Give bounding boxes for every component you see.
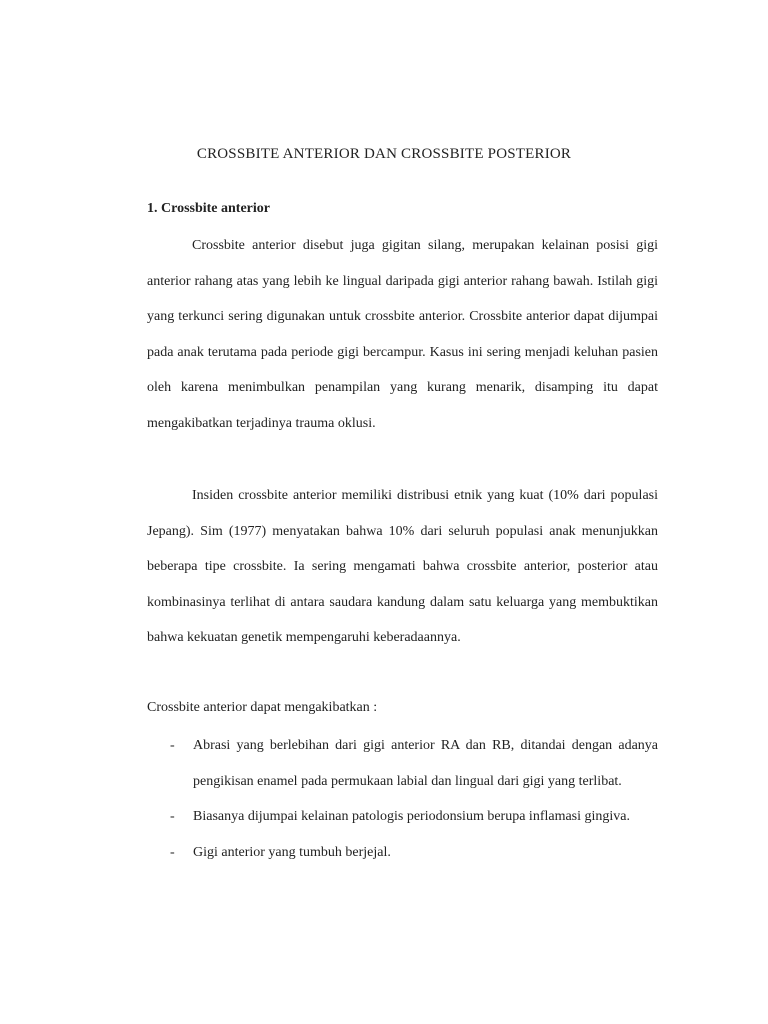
section-heading: 1. Crossbite anterior	[147, 201, 270, 216]
bullet-dash: -	[170, 844, 175, 860]
paragraph-incidence: Insiden crossbite anterior memiliki distribusi etnik yang kuat (10% dari populasi Jepang). Sim (1977) menyatakan bahwa 10% dari seluruh populasi anak menunjukkan beberapa tipe crossbite. Ia sering mengamati bahwa crossbite anterior, posterior atau kombinasinya terlihat di antara saudara kandung dalam satu keluarga yang membuktikan bahwa kekuatan genetik mempengaruhi keberadaannya.	[147, 488, 658, 646]
list-item	[147, 728, 658, 799]
list-item-text: Abrasi yang berlebihan dari gigi anterior RA dan RB, ditandai dengan adanya pengikisan enamel pada permukaan labial dan lingual dari gigi yang terlibat.	[193, 738, 658, 789]
list-item-text: Gigi anterior yang tumbuh berjejal.	[193, 844, 391, 860]
list-item	[147, 835, 658, 871]
bullet-dash: -	[170, 738, 175, 753]
consequences-intro: Crossbite anterior dapat mengakibatkan :	[147, 700, 378, 715]
bullet-dash: -	[170, 809, 175, 825]
document-title: CROSSBITE ANTERIOR DAN CROSSBITE POSTERIOR	[196, 146, 572, 162]
list-item-text: Biasanya dijumpai kelainan patologis periodonsium berupa inflamasi gingiva.	[193, 809, 631, 825]
list-item	[147, 799, 658, 835]
consequences-list	[147, 728, 658, 870]
paragraph-definition: Crossbite anterior disebut juga gigitan silang, merupakan kelainan posisi gigi anterior rahang atas yang lebih ke lingual daripada gigi anterior rahang bawah. Istilah gigi yang terkunci sering digunakan untuk crossbite anterior. Crossbite anterior dapat dijumpai pada anak terutama pada periode gigi bercampur. Kasus ini sering menjadi keluhan pasien oleh karena menimbulkan penampilan yang kurang menarik, disamping itu dapat mengakibatkan terjadinya trauma oklusi.	[147, 238, 658, 431]
